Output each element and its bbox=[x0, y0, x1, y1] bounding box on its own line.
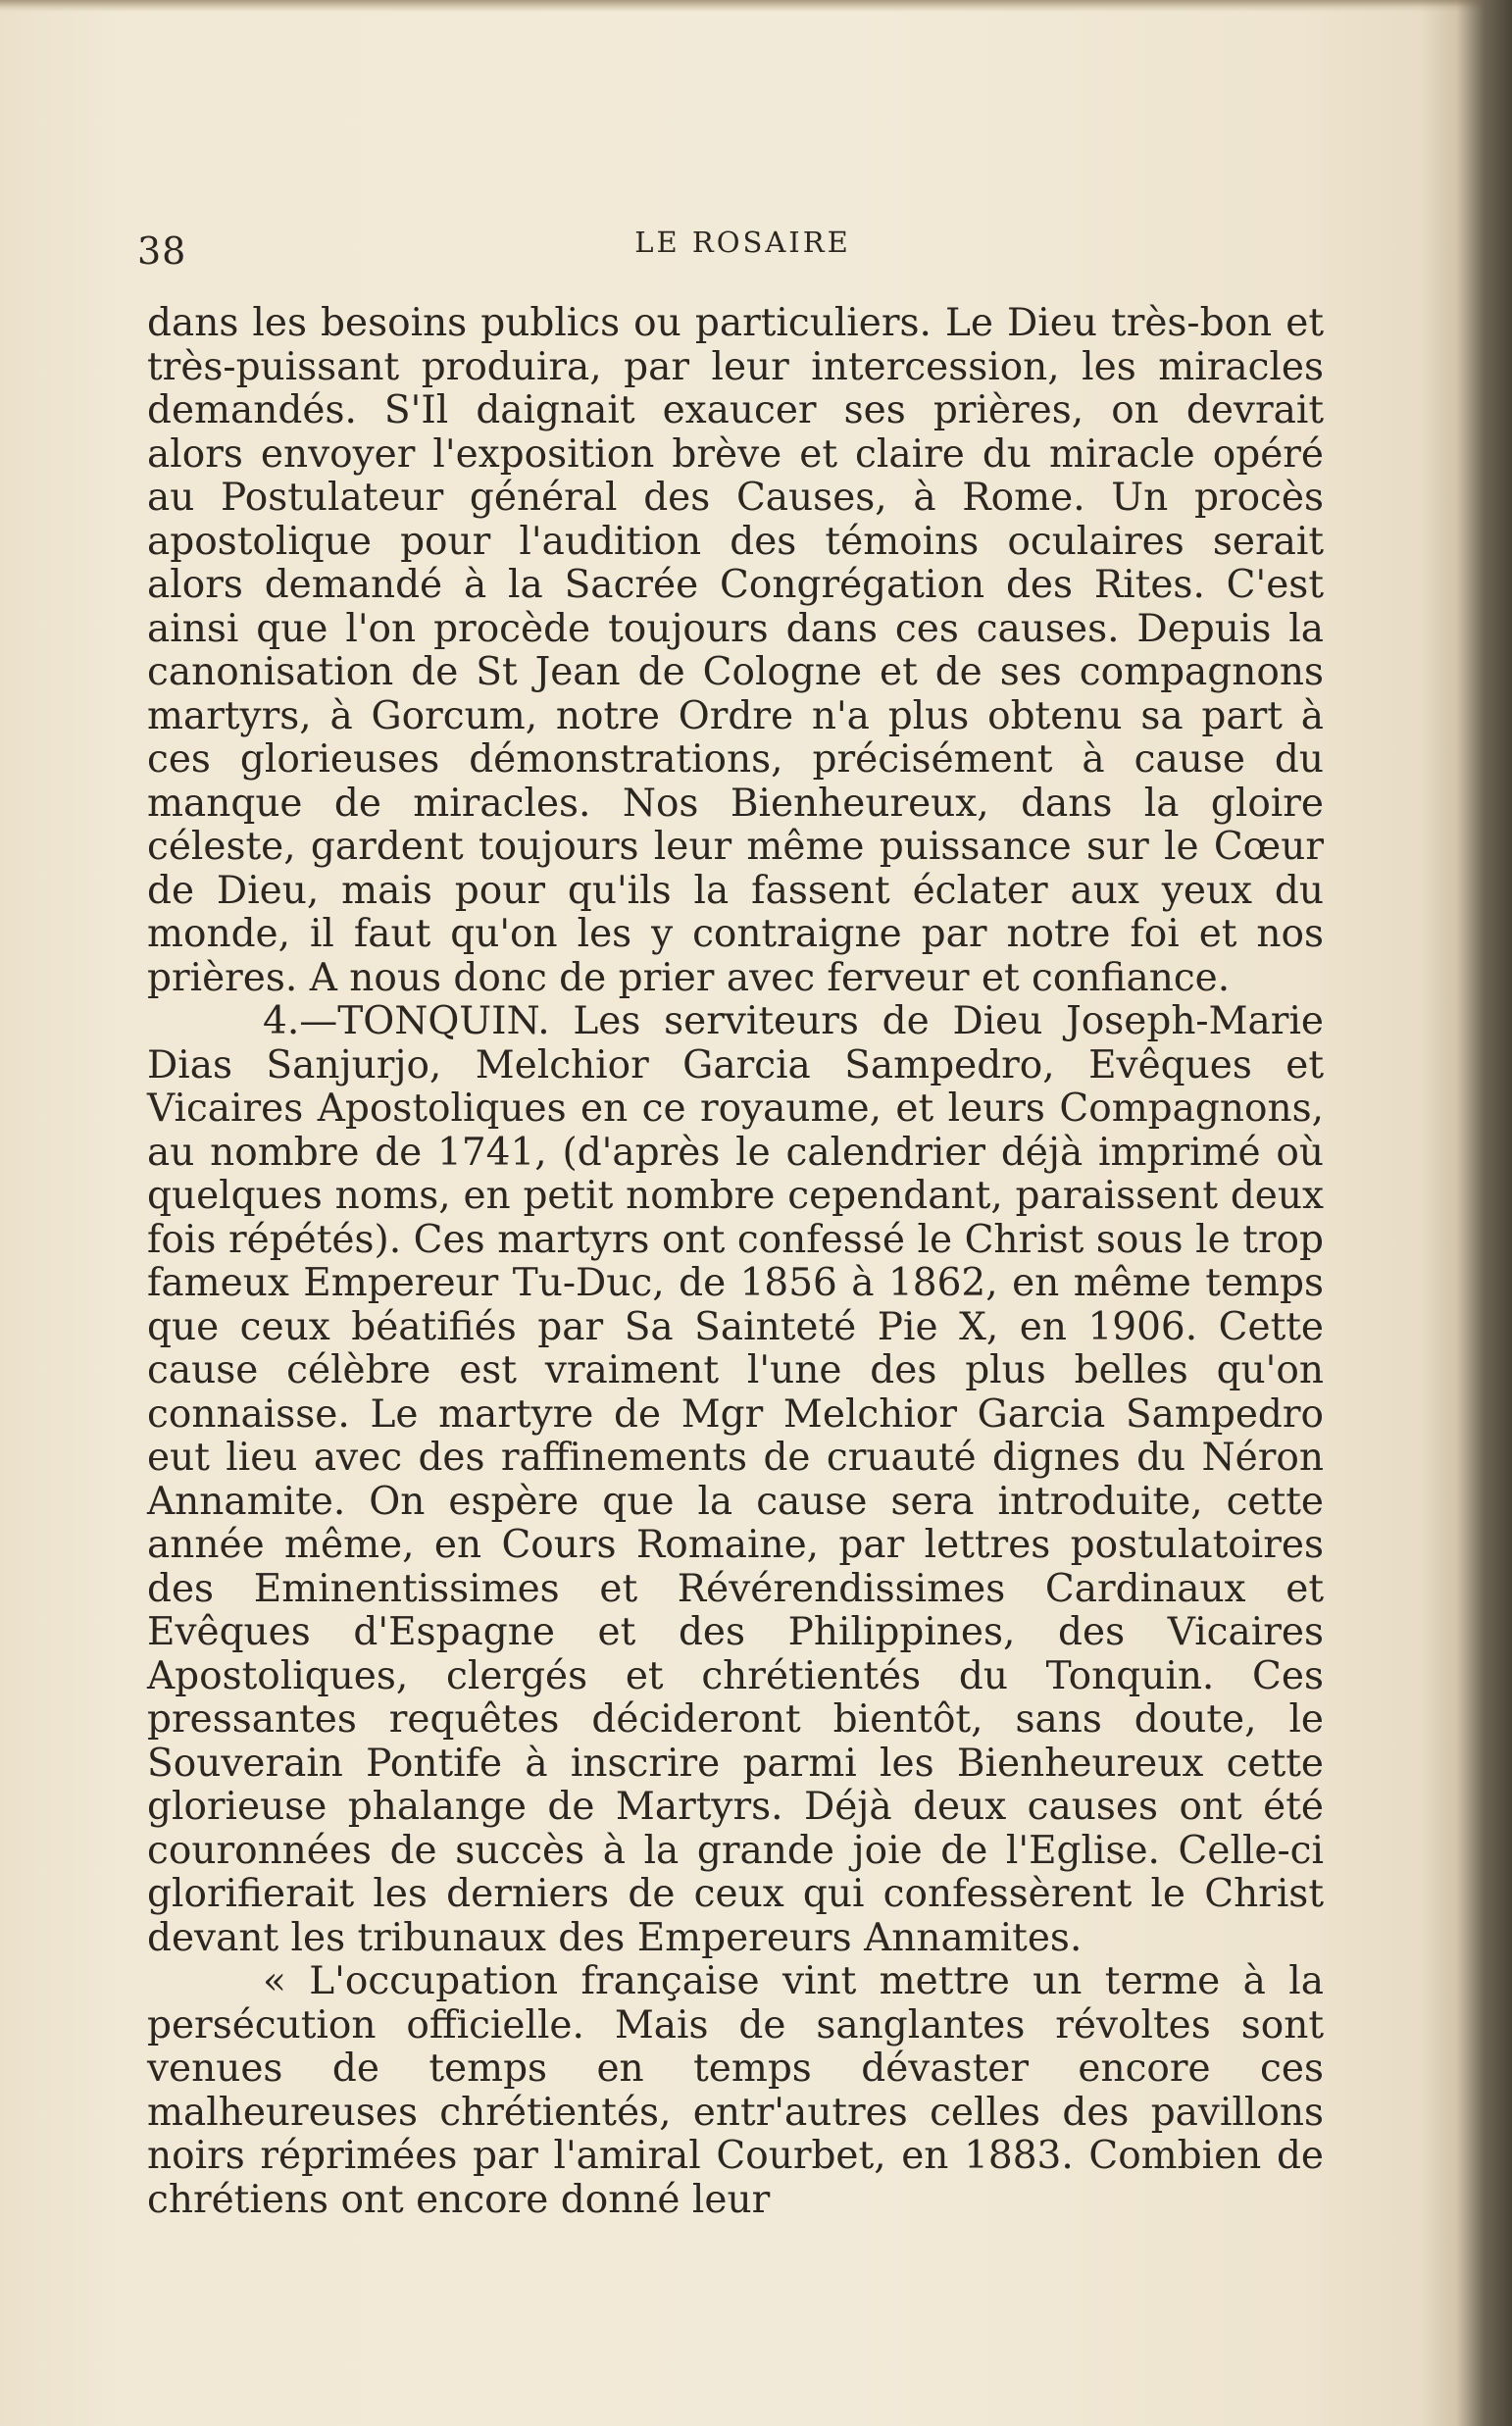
body-text bbox=[147, 302, 1324, 2222]
paragraph-tonquin: 4.—TONQUIN. Les serviteurs de Dieu Joseph-Marie Dias Sanjurjo, Melchior Garcia Sampedro, Evêques et Vicaires Apostoliques en ce royaume, et leurs Compagnons, au nombre de 1741, (d'après le calendrier déjà imprimé où quelques noms, en petit nombre cependant, paraissent deux fois répétés). Ces martyrs ont confessé le Christ sous le trop fameux Empereur Tu-Duc, de 1856 à 1862, en même temps que ceux béatifiés par Sa Sainteté Pie X, en 1906. Cette cause célèbre est vraiment l'une des plus belles qu'on connaisse. Le martyre de Mgr Melchior Garcia Sampedro eut lieu avec des raffinements de cruauté dignes du Néron Annamite. On espère que la cause sera introduite, cette année même, en Cours Romaine, par lettres postulatoires des Eminentissimes et Révérendissimes Cardinaux et Evêques d'Espagne et des Philippines, des Vicaires Apostoliques, clergés et chrétientés du Tonquin. Ces pressantes requêtes décideront bientôt, sans doute, le Souverain Pontife à inscrire parmi les Bienheureux cette glorieuse phalange de Martyrs. Déjà deux causes ont été couronnées de succès à la grande joie de l'Eglise. Celle-ci glorifierait les derniers de ceux qui confessèrent le Christ devant les tribunaux des Empereurs Annamites. bbox=[147, 999, 1324, 1960]
running-title: LE ROSAIRE bbox=[634, 226, 851, 259]
running-head bbox=[137, 220, 1348, 273]
paragraph-french-occupation: « L'occupation française vint mettre un terme à la persécution officielle. Mais de sanglantes révoltes sont venues de temps en temps dévaster encore ces malheureuses chrétientés, entr'autres celles des pavillons noirs réprimées par l'amiral Courbet, en 1883. Combien de chrétiens ont encore donné leur bbox=[147, 1959, 1324, 2222]
paragraph-continuation: dans les besoins publics ou particuliers. Le Dieu très-bon et très-puissant produira, par leur intercession, les miracles demandés. S'Il daignait exaucer ses prières, on devrait alors envoyer l'exposition brève et claire du miracle opéré au Postulateur général des Causes, à Rome. Un procès apostolique pour l'audition des témoins oculaires serait alors demandé à la Sacrée Congrégation des Rites. C'est ainsi que l'on procède toujours dans ces causes. Depuis la canonisation de St Jean de Cologne et de ses compagnons martyrs, à Gorcum, notre Ordre n'a plus obtenu sa part à ces glorieuses démonstrations, précisément à cause du manque de miracles. Nos Bienheureux, dans la gloire céleste, gardent toujours leur même puissance sur le Cœur de Dieu, mais pour qu'ils la fassent éclater aux yeux du monde, il faut qu'on les y contraigne par notre foi et nos prières. A nous donc de prier avec ferveur et confiance. bbox=[147, 301, 1324, 1000]
page-number: 38 bbox=[137, 229, 187, 273]
